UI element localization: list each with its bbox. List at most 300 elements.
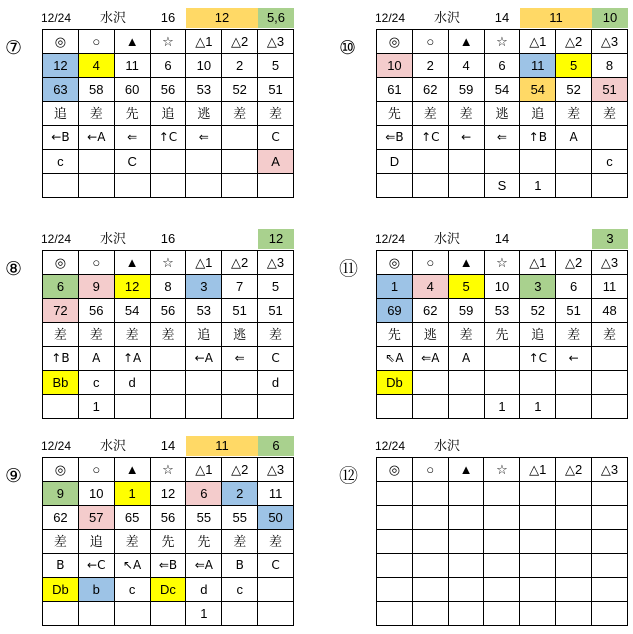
grid-cell: ▲ [448, 458, 484, 482]
prediction-grid [376, 29, 628, 198]
grid-cell: ◎ [377, 458, 413, 482]
grid-cell: 逃 [484, 102, 520, 126]
grid-cell: △3 [592, 458, 628, 482]
grid-cell: 11 [258, 482, 294, 506]
grid-cell: ↑B [520, 126, 556, 150]
grid-cell: 54 [114, 299, 150, 323]
grid-cell: ☆ [484, 458, 520, 482]
grid-cell: △1 [186, 251, 222, 275]
grid-cell [592, 371, 628, 395]
grid-cell [377, 602, 413, 626]
field-size: 14 [160, 438, 176, 453]
grid-cell: △1 [520, 30, 556, 54]
mark-row [377, 458, 628, 482]
running-style-row [377, 530, 628, 554]
index-row [377, 506, 628, 530]
grid-cell [448, 395, 484, 419]
grid-cell: ☆ [150, 30, 186, 54]
horse-number-row [43, 54, 294, 78]
running-style-row [43, 323, 294, 347]
grade-row [377, 371, 628, 395]
grid-cell: Db [377, 371, 413, 395]
grid-cell: c [222, 578, 258, 602]
grid-cell: 56 [150, 299, 186, 323]
grid-cell: ⇐A [412, 347, 448, 371]
race-number: ⑨ [5, 465, 23, 487]
grid-cell: 6 [186, 482, 222, 506]
panel-header [376, 229, 628, 249]
grid-cell [448, 578, 484, 602]
grid-cell [556, 602, 592, 626]
position-row [377, 126, 628, 150]
grid-cell: 先 [186, 530, 222, 554]
grid-cell: 51 [258, 78, 294, 102]
result-row [43, 395, 294, 419]
grid-cell [592, 506, 628, 530]
grid-cell [114, 602, 150, 626]
track-name: 水沢 [99, 10, 126, 25]
mark-row [43, 30, 294, 54]
grid-cell: 8 [592, 54, 628, 78]
grid-cell: ← [556, 347, 592, 371]
result-row [43, 174, 294, 198]
grid-cell: ↑C [150, 126, 186, 150]
grid-cell: C [258, 554, 294, 578]
grid-cell: c [43, 150, 79, 174]
grid-cell: 10 [186, 54, 222, 78]
index-row [43, 78, 294, 102]
grid-cell: 62 [412, 78, 448, 102]
grid-cell: △2 [222, 458, 258, 482]
grid-cell [592, 482, 628, 506]
grid-cell: A [78, 347, 114, 371]
grid-cell: 差 [78, 102, 114, 126]
grid-cell: C [114, 150, 150, 174]
grid-cell: ⇐ [186, 126, 222, 150]
grid-cell: ○ [412, 458, 448, 482]
grid-cell [520, 578, 556, 602]
grid-cell [43, 602, 79, 626]
grid-cell: d [114, 371, 150, 395]
horse-number-row [43, 275, 294, 299]
grid-cell [484, 506, 520, 530]
grid-cell: 48 [592, 299, 628, 323]
grid-cell [556, 506, 592, 530]
grid-cell: ↑A [114, 347, 150, 371]
grid-cell: △3 [258, 458, 294, 482]
grid-cell [556, 554, 592, 578]
grid-cell: 61 [377, 78, 413, 102]
grid-cell [592, 174, 628, 198]
grid-cell [448, 371, 484, 395]
grid-cell: 53 [186, 299, 222, 323]
grid-cell: C [258, 126, 294, 150]
grid-cell [114, 174, 150, 198]
grid-cell: ⇐B [377, 126, 413, 150]
grid-cell: Bb [43, 371, 79, 395]
grid-cell: 5 [556, 54, 592, 78]
grid-cell: 先 [150, 530, 186, 554]
grid-cell: ○ [412, 30, 448, 54]
grid-cell [592, 347, 628, 371]
grid-cell: 差 [43, 323, 79, 347]
track-name: 水沢 [99, 438, 126, 453]
grid-cell: 差 [448, 323, 484, 347]
grid-cell: △2 [556, 251, 592, 275]
grid-cell [377, 530, 413, 554]
grid-cell: △1 [186, 458, 222, 482]
grid-cell: 50 [258, 506, 294, 530]
grid-cell: ◎ [377, 30, 413, 54]
grid-cell [377, 395, 413, 419]
grid-cell: ↑C [412, 126, 448, 150]
grid-cell: 53 [186, 78, 222, 102]
race-number: ⑫ [339, 465, 359, 487]
grid-cell [520, 554, 556, 578]
grid-cell: 52 [222, 78, 258, 102]
grid-cell [222, 371, 258, 395]
index-row [377, 78, 628, 102]
grid-cell: ⇐ [484, 126, 520, 150]
grid-cell: △3 [592, 30, 628, 54]
grid-cell [258, 578, 294, 602]
prediction-grid [42, 29, 294, 198]
grid-cell: 差 [114, 323, 150, 347]
index-row [377, 299, 628, 323]
grid-cell: 先 [484, 323, 520, 347]
race-date: 12/24 [374, 11, 406, 25]
panel-header [376, 8, 628, 28]
grid-cell: 先 [377, 102, 413, 126]
grid-cell [592, 554, 628, 578]
grid-cell: 5 [258, 275, 294, 299]
track-name: 水沢 [99, 231, 126, 246]
grid-cell: D [377, 150, 413, 174]
grid-cell [592, 126, 628, 150]
grid-cell: 差 [222, 530, 258, 554]
grid-cell: 6 [484, 54, 520, 78]
grade-row [43, 371, 294, 395]
grid-cell [412, 602, 448, 626]
result-row [377, 174, 628, 198]
grid-cell: 6 [43, 275, 79, 299]
header-box-1: 11 [520, 8, 592, 28]
grid-cell: 差 [556, 323, 592, 347]
grid-cell: ○ [78, 251, 114, 275]
grid-cell: 差 [114, 530, 150, 554]
grid-cell: A [556, 126, 592, 150]
horse-number-row [43, 482, 294, 506]
grid-cell: A [448, 347, 484, 371]
grid-cell: 54 [520, 78, 556, 102]
grid-cell [484, 530, 520, 554]
header-box-2: 6 [258, 436, 294, 456]
race-date: 12/24 [374, 439, 406, 453]
running-style-row [43, 530, 294, 554]
grid-cell: ⇖A [377, 347, 413, 371]
grid-cell: 51 [258, 299, 294, 323]
grid-cell [484, 347, 520, 371]
grid-cell [556, 530, 592, 554]
grid-cell: c [78, 371, 114, 395]
grid-cell: 10 [377, 54, 413, 78]
grid-cell [520, 602, 556, 626]
grid-cell [377, 554, 413, 578]
grid-cell: 先 [114, 102, 150, 126]
grid-cell: 59 [448, 78, 484, 102]
header-box-2: 10 [592, 8, 628, 28]
grid-cell: 2 [222, 482, 258, 506]
grid-cell: 差 [222, 102, 258, 126]
panel-header [42, 436, 294, 456]
grid-cell [556, 150, 592, 174]
grid-cell: 9 [78, 275, 114, 299]
grid-cell: ◎ [43, 251, 79, 275]
grid-cell: c [114, 578, 150, 602]
position-row [43, 347, 294, 371]
grid-cell: 56 [150, 506, 186, 530]
grid-cell: 65 [114, 506, 150, 530]
grid-cell [448, 530, 484, 554]
grid-cell [520, 506, 556, 530]
position-row [43, 554, 294, 578]
header-box-2: 12 [258, 229, 294, 249]
race-number: ⑦ [5, 37, 23, 59]
header-box-1: 11 [186, 436, 258, 456]
grid-cell: △3 [258, 30, 294, 54]
grid-cell: 差 [412, 102, 448, 126]
race-number: ⑧ [5, 258, 23, 280]
grid-cell: 12 [150, 482, 186, 506]
grid-cell [412, 506, 448, 530]
header-box-1 [186, 229, 258, 249]
grid-cell: 2 [222, 54, 258, 78]
grid-cell [448, 150, 484, 174]
header-box-1 [520, 436, 592, 456]
grid-cell [484, 371, 520, 395]
grid-cell [150, 602, 186, 626]
grid-cell: d [186, 578, 222, 602]
grid-cell: Dc [150, 578, 186, 602]
grid-cell: ○ [78, 458, 114, 482]
grid-cell: 11 [592, 275, 628, 299]
grid-cell [114, 395, 150, 419]
grid-cell: ⇐A [186, 554, 222, 578]
grid-cell [412, 150, 448, 174]
grid-cell [43, 395, 79, 419]
grid-cell: 1 [520, 395, 556, 419]
grid-cell [448, 554, 484, 578]
grid-cell [448, 602, 484, 626]
grid-cell [377, 578, 413, 602]
grid-cell: △3 [258, 251, 294, 275]
grid-cell [520, 150, 556, 174]
grid-cell: 先 [377, 323, 413, 347]
grid-cell: 差 [448, 102, 484, 126]
grid-cell: 10 [484, 275, 520, 299]
mark-row [377, 251, 628, 275]
grid-cell [520, 482, 556, 506]
grid-cell: ▲ [448, 251, 484, 275]
field-size [484, 436, 520, 456]
running-style-row [43, 102, 294, 126]
grid-cell: 差 [258, 323, 294, 347]
grid-cell [186, 371, 222, 395]
grid-cell: 11 [520, 54, 556, 78]
grid-cell [592, 602, 628, 626]
grid-cell: 9 [43, 482, 79, 506]
grid-cell [150, 150, 186, 174]
mark-row [43, 251, 294, 275]
grid-cell: ←B [43, 126, 79, 150]
grid-cell: ▲ [114, 30, 150, 54]
grid-cell [186, 395, 222, 419]
grid-cell: 追 [520, 102, 556, 126]
grid-cell [258, 395, 294, 419]
grid-cell [412, 395, 448, 419]
grade-row [377, 578, 628, 602]
grid-cell [222, 174, 258, 198]
grid-cell: 3 [520, 275, 556, 299]
grid-cell: ☆ [484, 30, 520, 54]
grid-cell [222, 150, 258, 174]
grid-cell: 55 [186, 506, 222, 530]
grid-cell: 6 [150, 54, 186, 78]
grid-cell: Db [43, 578, 79, 602]
grid-cell [78, 602, 114, 626]
position-row [43, 126, 294, 150]
grid-cell: 56 [150, 78, 186, 102]
grid-cell [78, 174, 114, 198]
grid-cell [150, 347, 186, 371]
race-date: 12/24 [374, 232, 406, 246]
grid-cell: ○ [412, 251, 448, 275]
grid-cell: △1 [520, 251, 556, 275]
grid-cell [222, 395, 258, 419]
running-style-row [377, 323, 628, 347]
horse-number-row [377, 482, 628, 506]
grid-cell: ☆ [484, 251, 520, 275]
grid-cell: ◎ [377, 251, 413, 275]
grid-cell: 69 [377, 299, 413, 323]
grid-cell [556, 174, 592, 198]
grid-cell: △3 [592, 251, 628, 275]
grid-cell: 1 [186, 602, 222, 626]
position-row [377, 554, 628, 578]
grid-cell: 8 [150, 275, 186, 299]
position-row [377, 347, 628, 371]
grid-cell [412, 530, 448, 554]
grid-cell: △2 [556, 458, 592, 482]
grid-cell: B [222, 554, 258, 578]
grid-cell: 差 [43, 530, 79, 554]
grid-cell: ⇐B [150, 554, 186, 578]
header-box-1: 12 [186, 8, 258, 28]
grid-cell: 62 [412, 299, 448, 323]
grid-cell [186, 174, 222, 198]
grid-cell: 差 [258, 530, 294, 554]
grid-cell: 59 [448, 299, 484, 323]
grid-cell: B [43, 554, 79, 578]
grid-cell: 1 [484, 395, 520, 419]
grid-cell: 差 [592, 102, 628, 126]
grid-cell: 差 [150, 323, 186, 347]
race-date: 12/24 [40, 11, 72, 25]
grid-cell [222, 126, 258, 150]
grid-cell: 63 [43, 78, 79, 102]
grid-cell [556, 371, 592, 395]
grid-cell: 51 [592, 78, 628, 102]
grid-cell [412, 578, 448, 602]
grid-cell: 差 [258, 102, 294, 126]
grid-cell [222, 602, 258, 626]
grid-cell: △2 [222, 30, 258, 54]
grid-cell [377, 506, 413, 530]
field-size: 16 [160, 10, 176, 25]
grid-cell: 追 [43, 102, 79, 126]
grid-cell: 追 [150, 102, 186, 126]
race-date: 12/24 [40, 232, 72, 246]
grid-cell [484, 578, 520, 602]
grid-cell [412, 554, 448, 578]
grid-cell: ↑C [520, 347, 556, 371]
grid-cell: ☆ [150, 251, 186, 275]
header-box-1 [520, 229, 592, 249]
grid-cell: 逃 [412, 323, 448, 347]
grid-cell: 62 [43, 506, 79, 530]
grid-cell: 7 [222, 275, 258, 299]
grade-row [377, 150, 628, 174]
grid-cell [186, 150, 222, 174]
grid-cell: ⇐ [114, 126, 150, 150]
grid-cell: 追 [520, 323, 556, 347]
grid-cell: 1 [114, 482, 150, 506]
track-name: 水沢 [433, 438, 460, 453]
result-row [43, 602, 294, 626]
grid-cell: ↑B [43, 347, 79, 371]
running-style-row [377, 102, 628, 126]
grid-cell: 差 [592, 323, 628, 347]
prediction-grid [376, 250, 628, 419]
index-row [43, 299, 294, 323]
grid-cell: ◎ [43, 458, 79, 482]
grid-cell [484, 554, 520, 578]
grid-cell: ○ [78, 30, 114, 54]
grid-cell: ▲ [448, 30, 484, 54]
grid-cell: 56 [78, 299, 114, 323]
prediction-grid [376, 457, 628, 626]
race-number: ⑩ [339, 37, 357, 59]
grid-cell [258, 602, 294, 626]
grid-cell: ☆ [150, 458, 186, 482]
track-name: 水沢 [433, 10, 460, 25]
grid-cell [377, 482, 413, 506]
horse-number-row [377, 275, 628, 299]
grid-cell: 追 [186, 323, 222, 347]
grid-cell [150, 371, 186, 395]
grid-cell: 12 [114, 275, 150, 299]
grid-cell: 2 [412, 54, 448, 78]
grid-cell: 54 [484, 78, 520, 102]
grid-cell: 51 [556, 299, 592, 323]
grid-cell: ↖A [114, 554, 150, 578]
grid-cell: 差 [556, 102, 592, 126]
grid-cell: 1 [520, 174, 556, 198]
grid-cell: S [484, 174, 520, 198]
panel-header [376, 436, 628, 456]
header-box-2: 3 [592, 229, 628, 249]
grid-cell: 12 [43, 54, 79, 78]
